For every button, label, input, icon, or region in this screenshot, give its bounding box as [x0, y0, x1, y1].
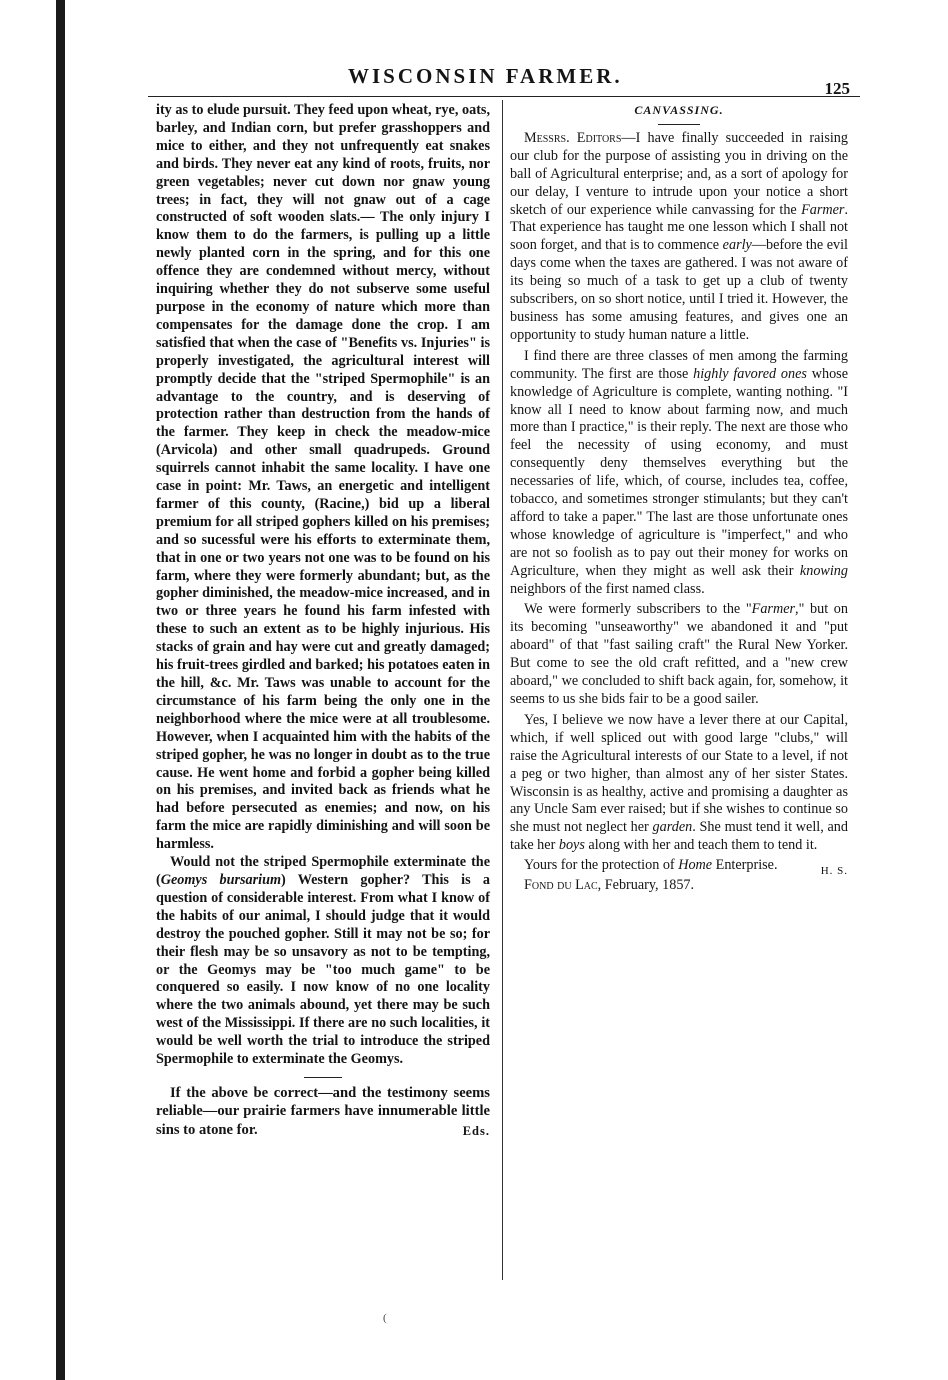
signoff-text-b: Enterprise.	[712, 857, 778, 874]
p1-text-b: . That experience has taught me one lesson which I shall not soon forget, and that is to commence	[510, 201, 848, 254]
date: , February, 1857.	[597, 877, 695, 894]
farmer-title-2: Farmer	[751, 601, 796, 618]
dateline	[510, 877, 848, 895]
scan-mark: (	[383, 1312, 387, 1324]
p3-text-b: ," but on its becoming "unseaworthy" we abandoned it and "put aboard" of that "fast sailing craft" the Rural New Yorker. But come to see the old craft refitted, and a "new crew aboard," we concluded to shift back again, for, somehow, it seems to us she bids fair to be a good sailer.	[510, 601, 848, 707]
page-header	[148, 62, 860, 96]
author-initials: H. S.	[820, 865, 848, 878]
p4-text-a: Yes, I believe we now have a lever there at our Capital, which, if well spliced out with good large "clubs," will raise the Agricultural interests of our State to a level, if not a peg or two higher, than almost any of her sister States. Wisconsin is as healthy, active and promising a daughter as any Uncle Sam ever raised; but if she wishes to continue so she must not neglect her	[510, 711, 848, 836]
paragraph-2-lead: Would not the striped Spermophile exterminate the (	[156, 854, 490, 888]
canvassing-paragraph-4	[510, 712, 848, 855]
running-title: WISCONSIN FARMER.	[348, 64, 623, 88]
salutation: Messrs. Editors	[524, 129, 622, 146]
canvassing-paragraph-1	[510, 130, 848, 345]
editor-signature: Eds.	[462, 1123, 490, 1138]
knowing-word: knowing	[799, 562, 848, 579]
page	[148, 62, 860, 1252]
favored-phrase: highly favored ones	[693, 365, 807, 382]
section-rule	[304, 1077, 342, 1078]
boys-word: boys	[558, 837, 585, 854]
left-column	[156, 102, 490, 1140]
right-column	[510, 102, 848, 895]
early-word: early	[722, 237, 752, 254]
editor-note-text: If the above be correct—and the testimony seems reliable—our prairie farmers have innumerable little sins to atone for.	[156, 1084, 490, 1138]
column-divider	[502, 100, 503, 1280]
canvassing-paragraph-2	[510, 348, 848, 599]
farmer-title: Farmer	[801, 201, 845, 218]
p2-text-b: whose knowledge of Agriculture is complete, wanting nothing. "I know all I need to know about farming now, and much more than I practice," is their reply. The next are those who feel the necessity of using economy, and must consequently deny themselves everything but the necessaries of life, which, of course, includes tea, coffee, tobacco, and sometimes stronger stimulants; but they can't afford to take a paper." The last are those unfortunate ones whose knowledge of agriculture is "imperfect," and who are not so foolish as to pay out their money for works on Agriculture, when they might as well ask their	[510, 365, 848, 579]
signoff	[510, 857, 848, 878]
species-name: Geomys bursarium	[160, 871, 281, 888]
p4-text-c: along with her and teach them to tend it.	[584, 837, 818, 854]
header-rule	[148, 96, 860, 97]
spermophile-paragraph-2	[156, 854, 490, 1069]
book-binding-edge	[56, 0, 65, 1380]
signoff-text-a: Yours for the protection of	[524, 857, 679, 874]
home-word: Home	[678, 857, 713, 874]
editor-note	[156, 1084, 490, 1139]
p4-text-b: . She must tend it well, and take her	[510, 819, 848, 854]
garden-word: garden	[652, 819, 693, 836]
p1-text-c: —before the evil days come when the taxes are gathered. I was not aware of its being so much of a task to get up a club of twenty subscribers, on so short notice, until I tried it. However, the business has some amusing features, and gives one an opportunity to study human nature a little.	[510, 237, 848, 343]
page-number: 125	[824, 79, 850, 98]
p3-text-a: We were formerly subscribers to the "	[524, 601, 752, 618]
place-name: Fond du Lac	[524, 877, 598, 894]
title-rule	[658, 124, 700, 125]
section-title: CANVASSING.	[634, 103, 724, 117]
canvassing-paragraph-3	[510, 601, 848, 708]
spermophile-paragraph-1: ity as to elude pursuit. They feed upon wheat, rye, oats, barley, and Indian corn, but prefer grasshoppers and mice to either, and they not unfrequently eat snakes and birds. They never eat any kind of roots, fruits, nor green vegetables; never cut down nor gnaw young trees; in fact, they will not gnaw out of a cage constructed of soft wooden slats.— The only injury I know them to do the farmers, is pulling up a little newly planted corn in the spring, and for this one offence they are condemned without mercy, without inquiring whether they do not subserve some useful purpose in the economy of nature which more than compensates for the damage done the crop. I am satisfied that when the case of "Benefits vs. Injuries" is properly investigated, the agricultural interest will promptly decide that the "striped Spermophile" is an advantage to the country, and is deserving of protection rather than destruction from the hands of the farmer. They keep in check the meadow-mice (Arvicola) and other small quadrupeds. Ground squirrels cannot inhabit the same locality. I have one case in point: Mr. Taws, an energetic and intelligent farmer of this county, (Racine,) bid up a liberal premium for all striped gophers killed on his premises; and so sucessful were his efforts to exterminate them, that in one or two years not one was to be found on his farm, where they were formerly abundant; but, as the gopher diminished, the meadow-mice increased, and in two or three years he found his farm infested with these to such an extent as to be highly injurious. His stacks of grain and hay were cut and greatly damaged; his fruit-trees girdled and barked; his potatoes eaten in the hill, &c. Mr. Taws was unable to account for the circumstance of his farm being the only one in the neighborhood where the mice were at all troublesome. However, when I acquainted him with the habits of the striped gopher, he was no longer in doubt as to the true cause. He went home and forbid a gopher being killed on his premises, and invited back as friends what he had before persecuted as enemies; and now, on his farm the mice are rapidly diminishing and will soon be harmless.	[156, 102, 490, 853]
paragraph-2-rest: ) Western gopher? This is a question of considerable interest. From what I know of the habits of our animal, I should judge that it would destroy the pouched gopher. Still it may not be so; for their flesh may be so unsavory as not to be tempting, or the Geomys may be "too much game" to be conquered so easily. I now know of no one locality where the two animals abound, yet there may be such west of the Mississippi. If there are no such localities, it would be well worth the trial to introduce the striped Spermophile to exterminate the Geomys.	[156, 871, 490, 1068]
p2-text-c: neighbors of the first named class.	[510, 580, 705, 597]
p1-text-a: —I have finally succeeded in raising our club for the purpose of assisting you in driving on the ball of Agricultural enterprise; and, as a sort of apology for our delay, I venture to intrude upon your notice a short sketch of our experience while canvassing for the	[510, 129, 848, 218]
p2-text-a: I find there are three classes of men among the farming community. The first are those	[510, 347, 848, 382]
